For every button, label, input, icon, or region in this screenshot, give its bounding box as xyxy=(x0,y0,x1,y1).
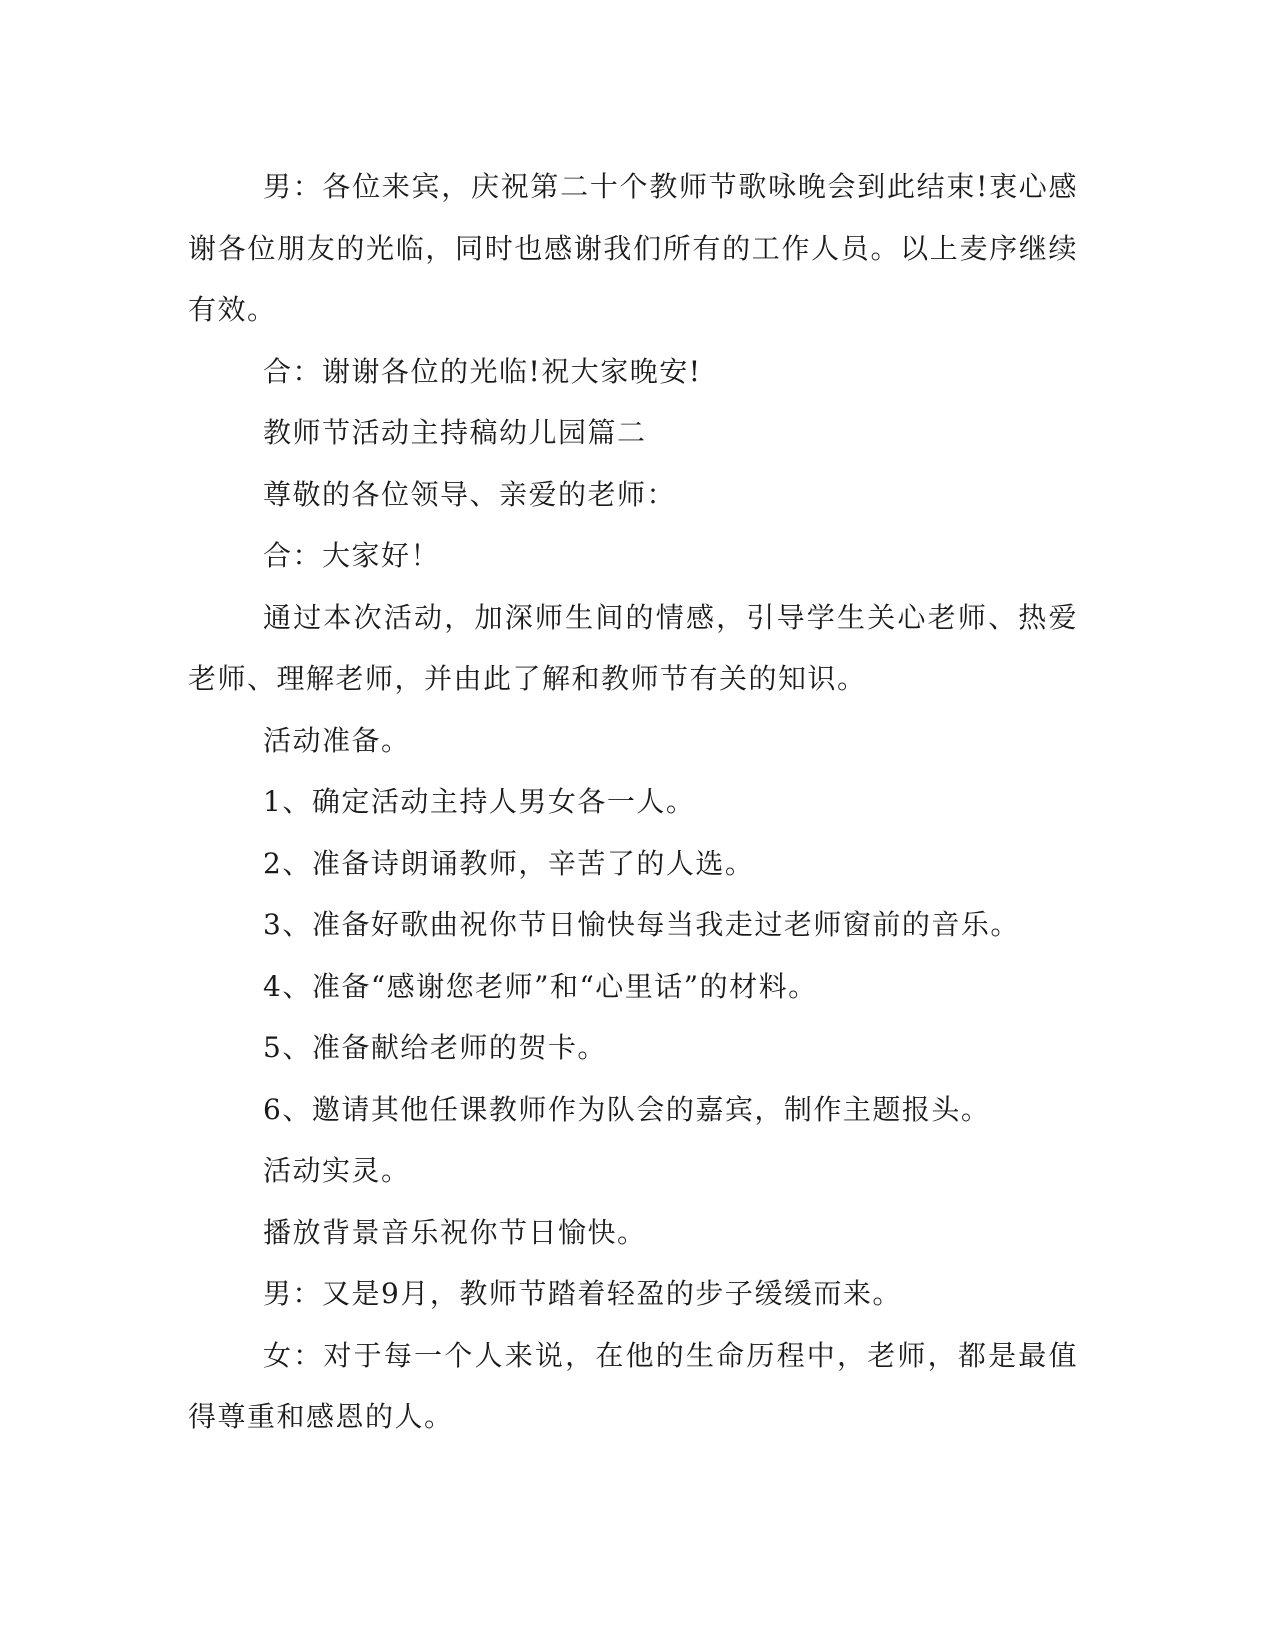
paragraph-closing-together: 合：谢谢各位的光临!祝大家晚安! xyxy=(263,354,702,388)
list-item: 4、准备“感谢您老师”和“心里话”的材料。 xyxy=(263,969,818,1003)
paragraph-activity-heading: 活动实灵。 xyxy=(263,1154,411,1187)
paragraph-female-line: 女：对于每一个人来说，在他的生命历程中，老师，都是最值得尊重和感恩的人。 xyxy=(188,1338,1078,1433)
paragraph-greeting: 合：大家好！ xyxy=(263,539,441,572)
list-item: 3、准备好歌曲祝你节日愉快每当我走过老师窗前的音乐。 xyxy=(263,908,1020,941)
paragraph-purpose: 通过本次活动，加深师生间的情感，引导学生关心老师、热爱老师、理解老师，并由此了解和教师节有关的知识。 xyxy=(188,600,1078,695)
list-item: 1、确定活动主持人男女各一人。 xyxy=(263,785,696,818)
list-item: 2、准备诗朗诵教师，辛苦了的人选。 xyxy=(263,846,755,880)
list-item: 5、准备献给老师的贺卡。 xyxy=(263,1031,607,1064)
paragraph-male-line: 男：又是9月，教师节踏着轻盈的步子缓缓而来。 xyxy=(263,1277,902,1310)
paragraph-closing-male: 男：各位来宾，庆祝第二十个教师节歌咏晚会到此结束!衷心感谢各位朋友的光临，同时也感谢我们所有的工作人员。以上麦序继续有效。 xyxy=(188,170,1078,326)
paragraph-salutation: 尊敬的各位领导、亲爱的老师： xyxy=(263,477,677,511)
paragraph-background-music: 播放背景音乐祝你节日愉快。 xyxy=(263,1215,647,1249)
document-body xyxy=(188,156,1078,1448)
list-item: 6、邀请其他任课教师作为队会的嘉宾，制作主题报头。 xyxy=(263,1092,991,1126)
paragraph-preparation-heading: 活动准备。 xyxy=(263,723,411,757)
section-heading: 教师节活动主持稿幼儿园篇二 xyxy=(263,416,647,449)
